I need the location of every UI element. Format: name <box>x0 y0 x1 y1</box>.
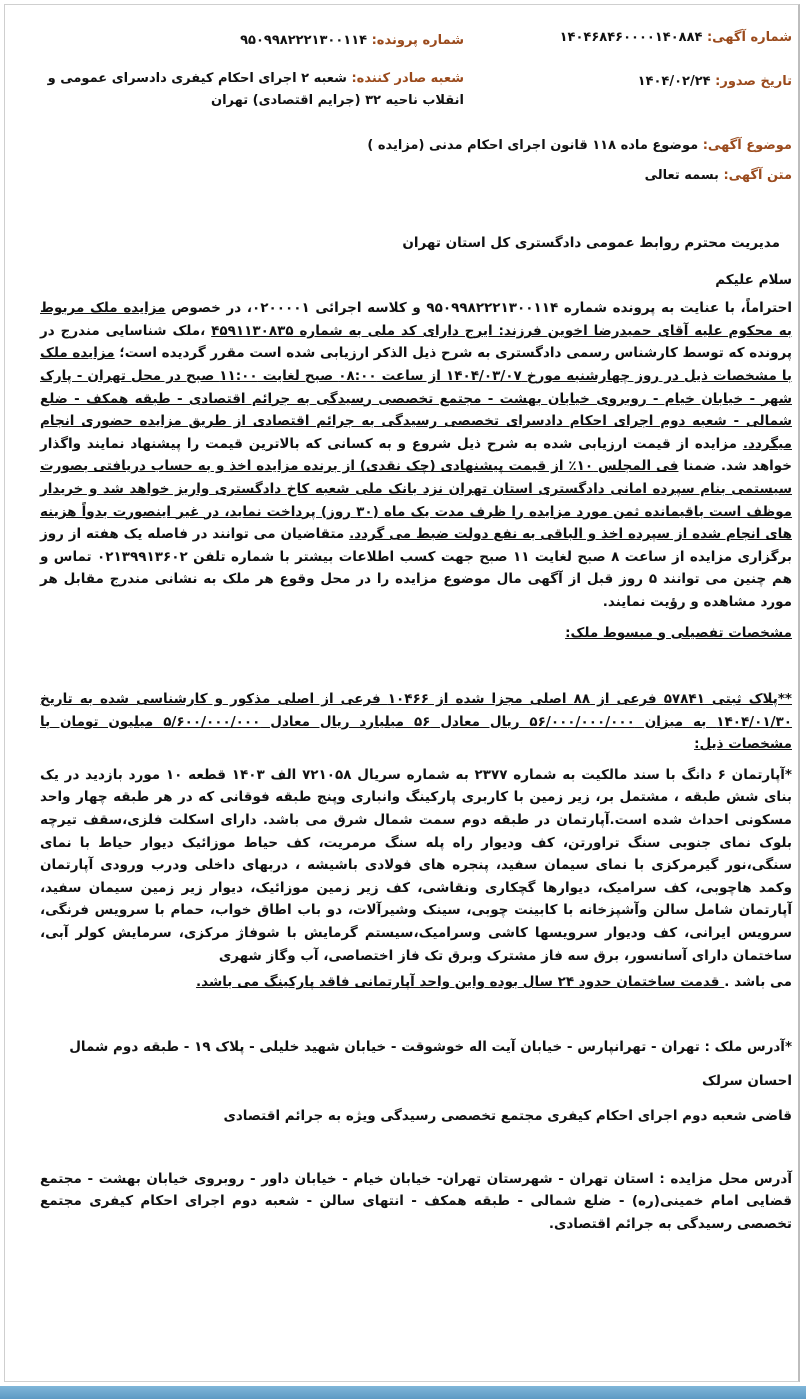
greeting: سلام علیکم <box>715 271 792 288</box>
plot-line: **پلاک ثبتی ۵۷۸۴۱ فرعی از ۸۸ اصلی مجزا شده از ۱۰۴۶۶ فرعی از اصلی مذکور و کارشناسی شده به تاریخ ۱۴۰۴/۰۱/۳۰ به میزان ۵۶/۰۰۰/۰۰۰/۰۰۰ ریال معادل ۵۶ میلیارد ریال معادل ۵/۶۰۰/۰۰۰/۰۰۰ میلیون تومان با مشخصات ذیل: <box>40 691 792 753</box>
announcement-document <box>40 30 792 1235</box>
bottom-scroll-bar[interactable] <box>0 1386 806 1399</box>
signer-name: احسان سرلک <box>702 1073 792 1090</box>
auction-address: آدرس محل مزایده : استان تهران - شهرستان تهران- خیابان خیام - خیابان داور - روبروی خیابان بهشت - مجتمع قضایی امام خمینی(ره) - ضلع شمالی - طبقه همکف - انتهای سالن - شعبه دوم اجرای احکام کیفری مجتمع تخصصی رسیدگی به جرائم اقتصادی. <box>40 1170 792 1232</box>
signer-title: قاضی شعبه دوم اجرای احکام کیفری مجتمع تخصصی رسیدگی ویژه به جرائم اقتصادی <box>223 1108 792 1124</box>
text-label-row: متن آگهی: بسمه تعالی <box>644 168 792 183</box>
ad-number: شماره آگهی: ۱۴۰۴۶۸۴۶۰۰۰۰۱۴۰۸۸۴ <box>559 30 792 45</box>
description-tail: می باشد . قدمت ساختمان حدود ۲۴ سال بوده واین واحد آپارتمانی فاقد پارکینگ می باشد. <box>196 974 792 991</box>
issue-date: تاریخ صدور: ۱۴۰۴/۰۲/۲۴ <box>637 74 792 89</box>
file-number: شماره پرونده: ۹۵۰۹۹۸۲۲۲۱۳۰۰۱۱۴ <box>240 33 464 48</box>
addressee: مدیریت محترم روابط عمومی دادگستری کل استان تهران <box>402 235 780 251</box>
header-row-1 <box>40 30 792 60</box>
header-row-2 <box>40 60 792 108</box>
property-address: *آدرس ملک : تهران - تهرانپارس - خیابان آیت اله خوشوقت - خیابان شهید خلیلی - پلاک ۱۹ - طبقه دوم شمال <box>69 1038 792 1055</box>
main-paragraph: احتراماً، با عنایت به پرونده شماره ۹۵۰۹۹۸۲۲۲۱۳۰۰۱۱۴ و کلاسه اجرائی ۰۲۰۰۰۰۱، در خصوص مزایده ملک مربوط به محکوم علیه آقای حمیدرضا اخوین فرزند: ایرج دارای کد ملی به شماره ۴۵۹۱۱۳۰۸۳۵ ،ملک شناسایی مندرج در پرونده که توسط کارشناس رسمی دادگستری به شرح ذیل الذکر ارزیابی شده است مقرر گردیده است؛ مزایده ملک با مشخصات ذیل در روز چهارشنبه مورخ ۱۴۰۴/۰۳/۰۷ از ساعت ۰۸:۰۰ صبح لغایت ۱۱:۰۰ صبح در محل تهران - پارک شهر - خیابان خیام - روبروی خیابان بهشت - مجتمع تخصصی رسیدگی به جرائم اقتصادی - طبقه همکف - ضلع شمالی - شعبه دوم اجرای احکام دادسرای تخصصی رسیدگی به جرائم اقتصادی از طریق مزایده حضوری انجام میگردد. مزایده از قیمت ارزیابی شده به شرح ذیل شروع و به کسانی که بالاترین قیمت را پیشنهاد نمایند واگذار خواهد شد. ضمنا فی المجلس ۱۰٪ از قیمت پیشنهادی (چک نقدی) از برنده مزایده اخذ و به حساب دریافتی بصورت سیستمی بنام سپرده امانی دادگستری استان تهران نزد بانک ملی شعبه کاخ دادگستری واریز خواهد شد و خریدار موظف است باقیمانده ثمن مورد مزایده را ظرف مدت یک ماه (۳۰ روز) پرداخت نماید، در غیر اینصورت بدواً هزینه های انجام شده از سپرده اخذ و الباقی به نفع دولت ضبط می گردد. متقاضیان می توانند در فاصله یک هفته از روز برگزاری مزایده از ساعت ۸ صبح لغایت ۱۱ صبح جهت کسب اطلاعات بیشتر با شماره تلفن ۰۲۱۳۹۹۱۳۶۰۲ تماس و هم چنین می توانند ۵ روز قبل از آگهی مال موضوع مزایده را در محل وقوع هر ملک به نشانی مندرج مقابل هر مورد مشاهده و رؤیت نمایند. <box>40 300 793 610</box>
subject-row: موضوع آگهی: موضوع ماده ۱۱۸ قانون اجرای احکام مدنی (مزایده ) <box>367 138 792 153</box>
property-description: *آپارتمان ۶ دانگ با سند مالکیت به شماره ۲۳۷۷ به شماره سریال ۷۲۱۰۵۸ الف ۱۴۰۳ قطعه ۱۰ مورد بازدید در یک بنای شش طبقه ، مشتمل بر، زیر زمین با کاربری پارکینگ وانباری وپنج طبقه فوقانی که در هر طبقه چهار واحد مسکونی احداث شده است.آپارتمان در طبقه دوم سمت شمال شرق می باشد. دارای اسکلت فلزی،سقف تیرچه بلوک نمای جنوبی سنگ تراورتن، کف ودیوار راه پله سنگ مرمریت، کف حیاط موزائیک دیوار حیاط با نمای سنگی،نور گیرمرکزی با نمای سیمان سفید، پنجره های فولادی باشیشه ، دربهای داخلی ودرب ورودی آپارتمان وکمد هاچوبی، کف سرامیک، دیوارها گچکاری ونقاشی، کف زیر زمین موزائیک، دیوار زیر زمین سیمان سفید، آپارتمان شامل سالن وآشپزخانه با کابینت چوبی، سینک وشیرآلات، دو باب اطاق خواب، حمام با سرویس فرنگی، سرویس ایرانی، کف ودیوار سرویسها کاشی وسرامیک،سیستم گرمایش با شوفاژ مرکزی، سرمایش کولر آبی، ساختمان دارای آسانسور، برق سه فاز مشترک وبرق تک فاز اختصاصی، آب وگاز شهری <box>40 766 792 964</box>
details-heading: مشخصات تفصیلی و مبسوط ملک: <box>565 624 792 641</box>
issuer: شعبه صادر کننده: شعبه ۲ اجرای احکام کیفری دادسرای عمومی و انقلاب ناحیه ۳۲ (جرایم اقتصادی) تهران <box>47 71 464 108</box>
